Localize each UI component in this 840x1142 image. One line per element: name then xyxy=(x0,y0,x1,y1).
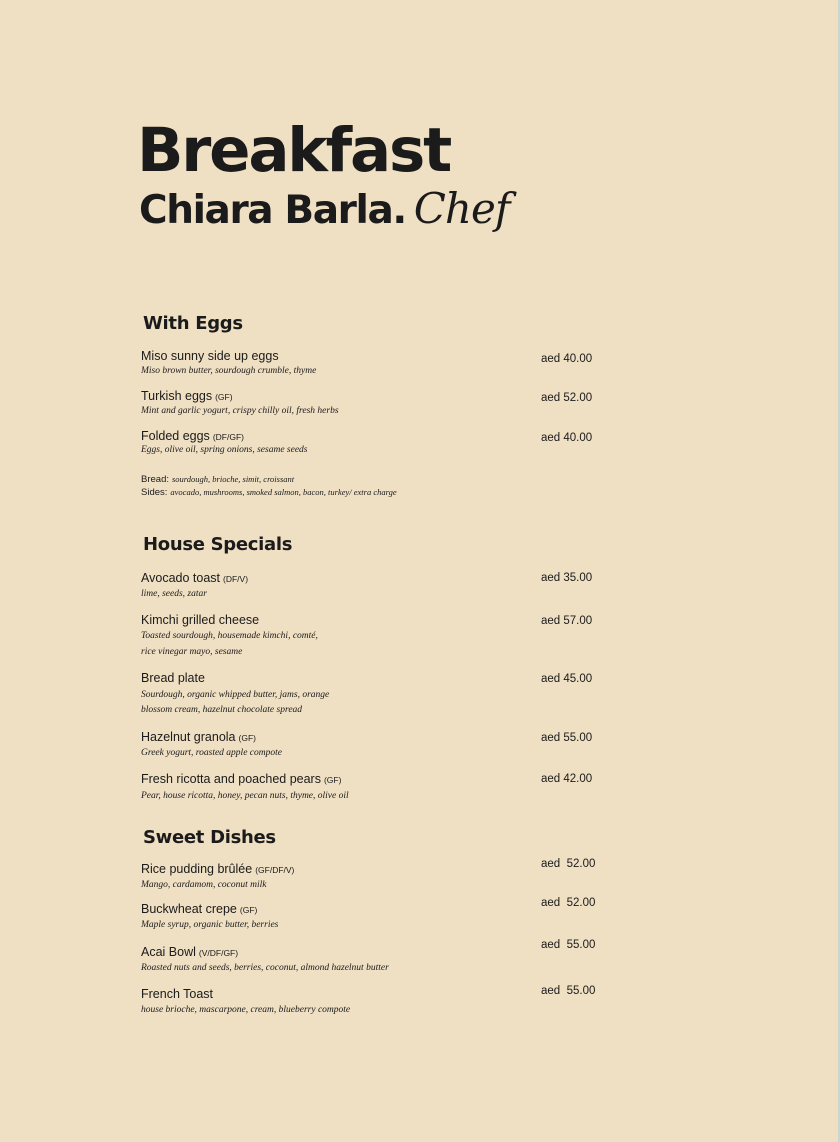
menu-item-description: lime, seeds, zatar xyxy=(141,589,207,599)
dietary-tag: (V/DF/GF) xyxy=(198,948,239,958)
menu-item-description: Eggs, olive oil, spring onions, sesame seeds xyxy=(141,445,308,455)
menu-title: Breakfast xyxy=(137,115,451,186)
menu-item-price: aed 52.00 xyxy=(541,392,593,404)
dietary-tag: (DF/V) xyxy=(223,574,249,584)
dietary-tag: (GF) xyxy=(323,775,342,785)
menu-item-price: aed 55.00 xyxy=(541,939,596,951)
menu-item-description: Toasted sourdough, housemade kimchi, comté, xyxy=(141,631,318,641)
dietary-tag: (GF) xyxy=(238,733,256,743)
sides-note: Sides: avocado, mushrooms, smoked salmon, bacon, turkey/ extra charge xyxy=(141,487,397,498)
menu-item-name: Buckwheat crepe (GF) xyxy=(141,902,258,916)
menu-item-description: blossom cream, hazelnut chocolate spread xyxy=(141,705,303,715)
menu-item-description: Maple syrup, organic butter, berries xyxy=(141,920,279,930)
menu-item-name: French Toast xyxy=(141,987,214,1001)
menu-item-price: aed 55.00 xyxy=(541,985,596,997)
menu-item-price: aed 52.00 xyxy=(541,858,596,870)
section-title-house-specials: House Specials xyxy=(143,534,293,555)
menu-item-name: Acai Bowl (V/DF/GF) xyxy=(141,945,239,959)
menu-item-name: Hazelnut granola (GF) xyxy=(141,730,256,744)
section-title-sweet-dishes: Sweet Dishes xyxy=(143,827,276,848)
menu-item-name: Miso sunny side up eggs xyxy=(141,349,279,363)
dietary-tag: (GF/DF/V) xyxy=(255,865,295,875)
menu-item-description: Mango, cardamom, coconut milk xyxy=(141,880,267,890)
chef-name: Chiara Barla. xyxy=(139,188,406,233)
menu-item-price: aed 40.00 xyxy=(541,432,593,444)
menu-item-price: aed 35.00 xyxy=(541,572,593,584)
menu-item-description: Sourdough, organic whipped butter, jams, orange xyxy=(141,690,330,700)
menu-item-description: Pear, house ricotta, honey, pecan nuts, thyme, olive oil xyxy=(141,791,349,801)
chef-role: Chef xyxy=(413,184,510,233)
menu-item-price: aed 55.00 xyxy=(541,732,593,744)
menu-item-description: Miso brown butter, sourdough crumble, thyme xyxy=(141,366,317,376)
menu-item-name: Kimchi grilled cheese xyxy=(141,613,260,627)
menu-item-price: aed 45.00 xyxy=(541,673,593,685)
menu-item-price: aed 42.00 xyxy=(541,773,593,785)
bread-note: Bread: sourdough, brioche, simit, croissant xyxy=(141,474,295,485)
dietary-tag: (DF/GF) xyxy=(212,432,244,442)
section-title-with-eggs: With Eggs xyxy=(143,313,243,334)
menu-item-description: Roasted nuts and seeds, berries, coconut, almond hazelnut butter xyxy=(141,963,389,973)
menu-item-name: Avocado toast (DF/V) xyxy=(141,571,249,585)
menu-item-name: Turkish eggs (GF) xyxy=(141,389,233,403)
menu-item-name: Rice pudding brûlée (GF/DF/V) xyxy=(141,862,295,876)
dietary-tag: (GF) xyxy=(239,905,258,915)
chef-line xyxy=(139,184,510,233)
menu-item-price: aed 40.00 xyxy=(541,353,593,365)
menu-item-price: aed 52.00 xyxy=(541,897,596,909)
menu-item-description: Greek yogurt, roasted apple compote xyxy=(141,748,282,758)
menu-item-description: rice vinegar mayo, sesame xyxy=(141,647,243,657)
menu-item-description: Mint and garlic yogurt, crispy chilly oil, fresh herbs xyxy=(141,406,339,416)
menu-item-name: Fresh ricotta and poached pears (GF) xyxy=(141,772,342,786)
menu-item-description: house brioche, mascarpone, cream, blueberry compote xyxy=(141,1005,351,1015)
dietary-tag: (GF) xyxy=(215,392,233,402)
menu-item-name: Bread plate xyxy=(141,671,205,685)
menu-item-name: Folded eggs (DF/GF) xyxy=(141,429,244,443)
menu-item-price: aed 57.00 xyxy=(541,615,593,627)
